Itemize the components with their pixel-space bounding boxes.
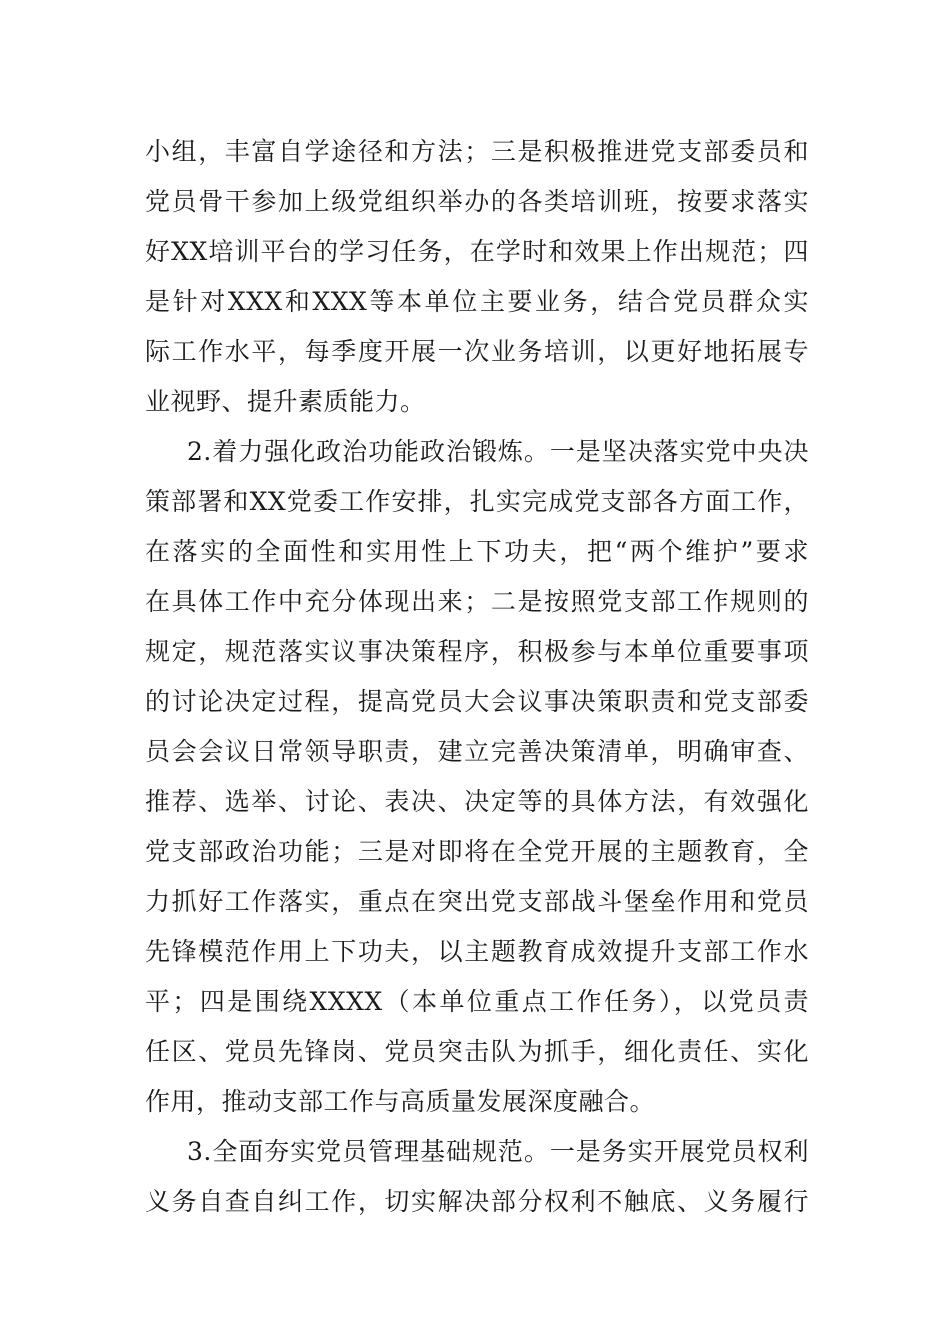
text-line: 小组，丰富自学途径和方法；三是积极推进党支部委员和: [145, 137, 809, 166]
text-line: 在落实的全面性和实用性上下功夫，把“两个维护”要求: [145, 537, 809, 566]
paragraph-heading-line: 2.着力强化政治功能政治锻炼。一是坚决落实党中央决: [187, 437, 809, 466]
text-line: 是针对XXX和XXX等本单位主要业务，结合党员群众实: [145, 287, 809, 316]
text-line: 平；四是围绕XXXX（本单位重点工作任务），以党员责: [145, 987, 809, 1016]
text-line: 员会会议日常领导职责，建立完善决策清单，明确审查、: [145, 737, 809, 766]
text-line: 义务自查自纠工作，切实解决部分权利不触底、义务履行: [145, 1187, 809, 1216]
text-line: 推荐、选举、讨论、表决、决定等的具体方法，有效强化: [145, 787, 809, 816]
text-line: 的讨论决定过程，提高党员大会议事决策职责和党支部委: [145, 687, 809, 716]
text-line: 任区、党员先锋岗、党员突击队为抓手，细化责任、实化: [145, 1037, 809, 1066]
paragraph-3: [145, 1127, 809, 1227]
text-line: 党支部政治功能；三是对即将在全党开展的主题教育，全: [145, 837, 809, 866]
text-line: 规定，规范落实议事决策程序，积极参与本单位重要事项: [145, 637, 809, 666]
text-line: 作用，推动支部工作与高质量发展深度融合。: [145, 1087, 656, 1116]
text-line: 在具体工作中充分体现出来；二是按照党支部工作规则的: [145, 587, 809, 616]
text-line: 党员骨干参加上级党组织举办的各类培训班，按要求落实: [145, 187, 809, 216]
document-body: [145, 127, 809, 1227]
text-line: 业视野、提升素质能力。: [145, 387, 426, 416]
text-line: 力抓好工作落实，重点在突出党支部战斗堡垒作用和党员: [145, 887, 809, 916]
paragraph-2: [145, 427, 809, 1127]
paragraph-heading-line: 3.全面夯实党员管理基础规范。一是务实开展党员权利: [187, 1137, 809, 1166]
text-line: 际工作水平，每季度开展一次业务培训，以更好地拓展专: [145, 337, 809, 366]
paragraph-1-continued: [145, 127, 809, 427]
text-line: 策部署和XX党委工作安排，扎实完成党支部各方面工作，: [145, 487, 809, 516]
text-line: 好XX培训平台的学习任务，在学时和效果上作出规范；四: [145, 237, 809, 266]
text-line: 先锋模范作用上下功夫，以主题教育成效提升支部工作水: [145, 937, 809, 966]
